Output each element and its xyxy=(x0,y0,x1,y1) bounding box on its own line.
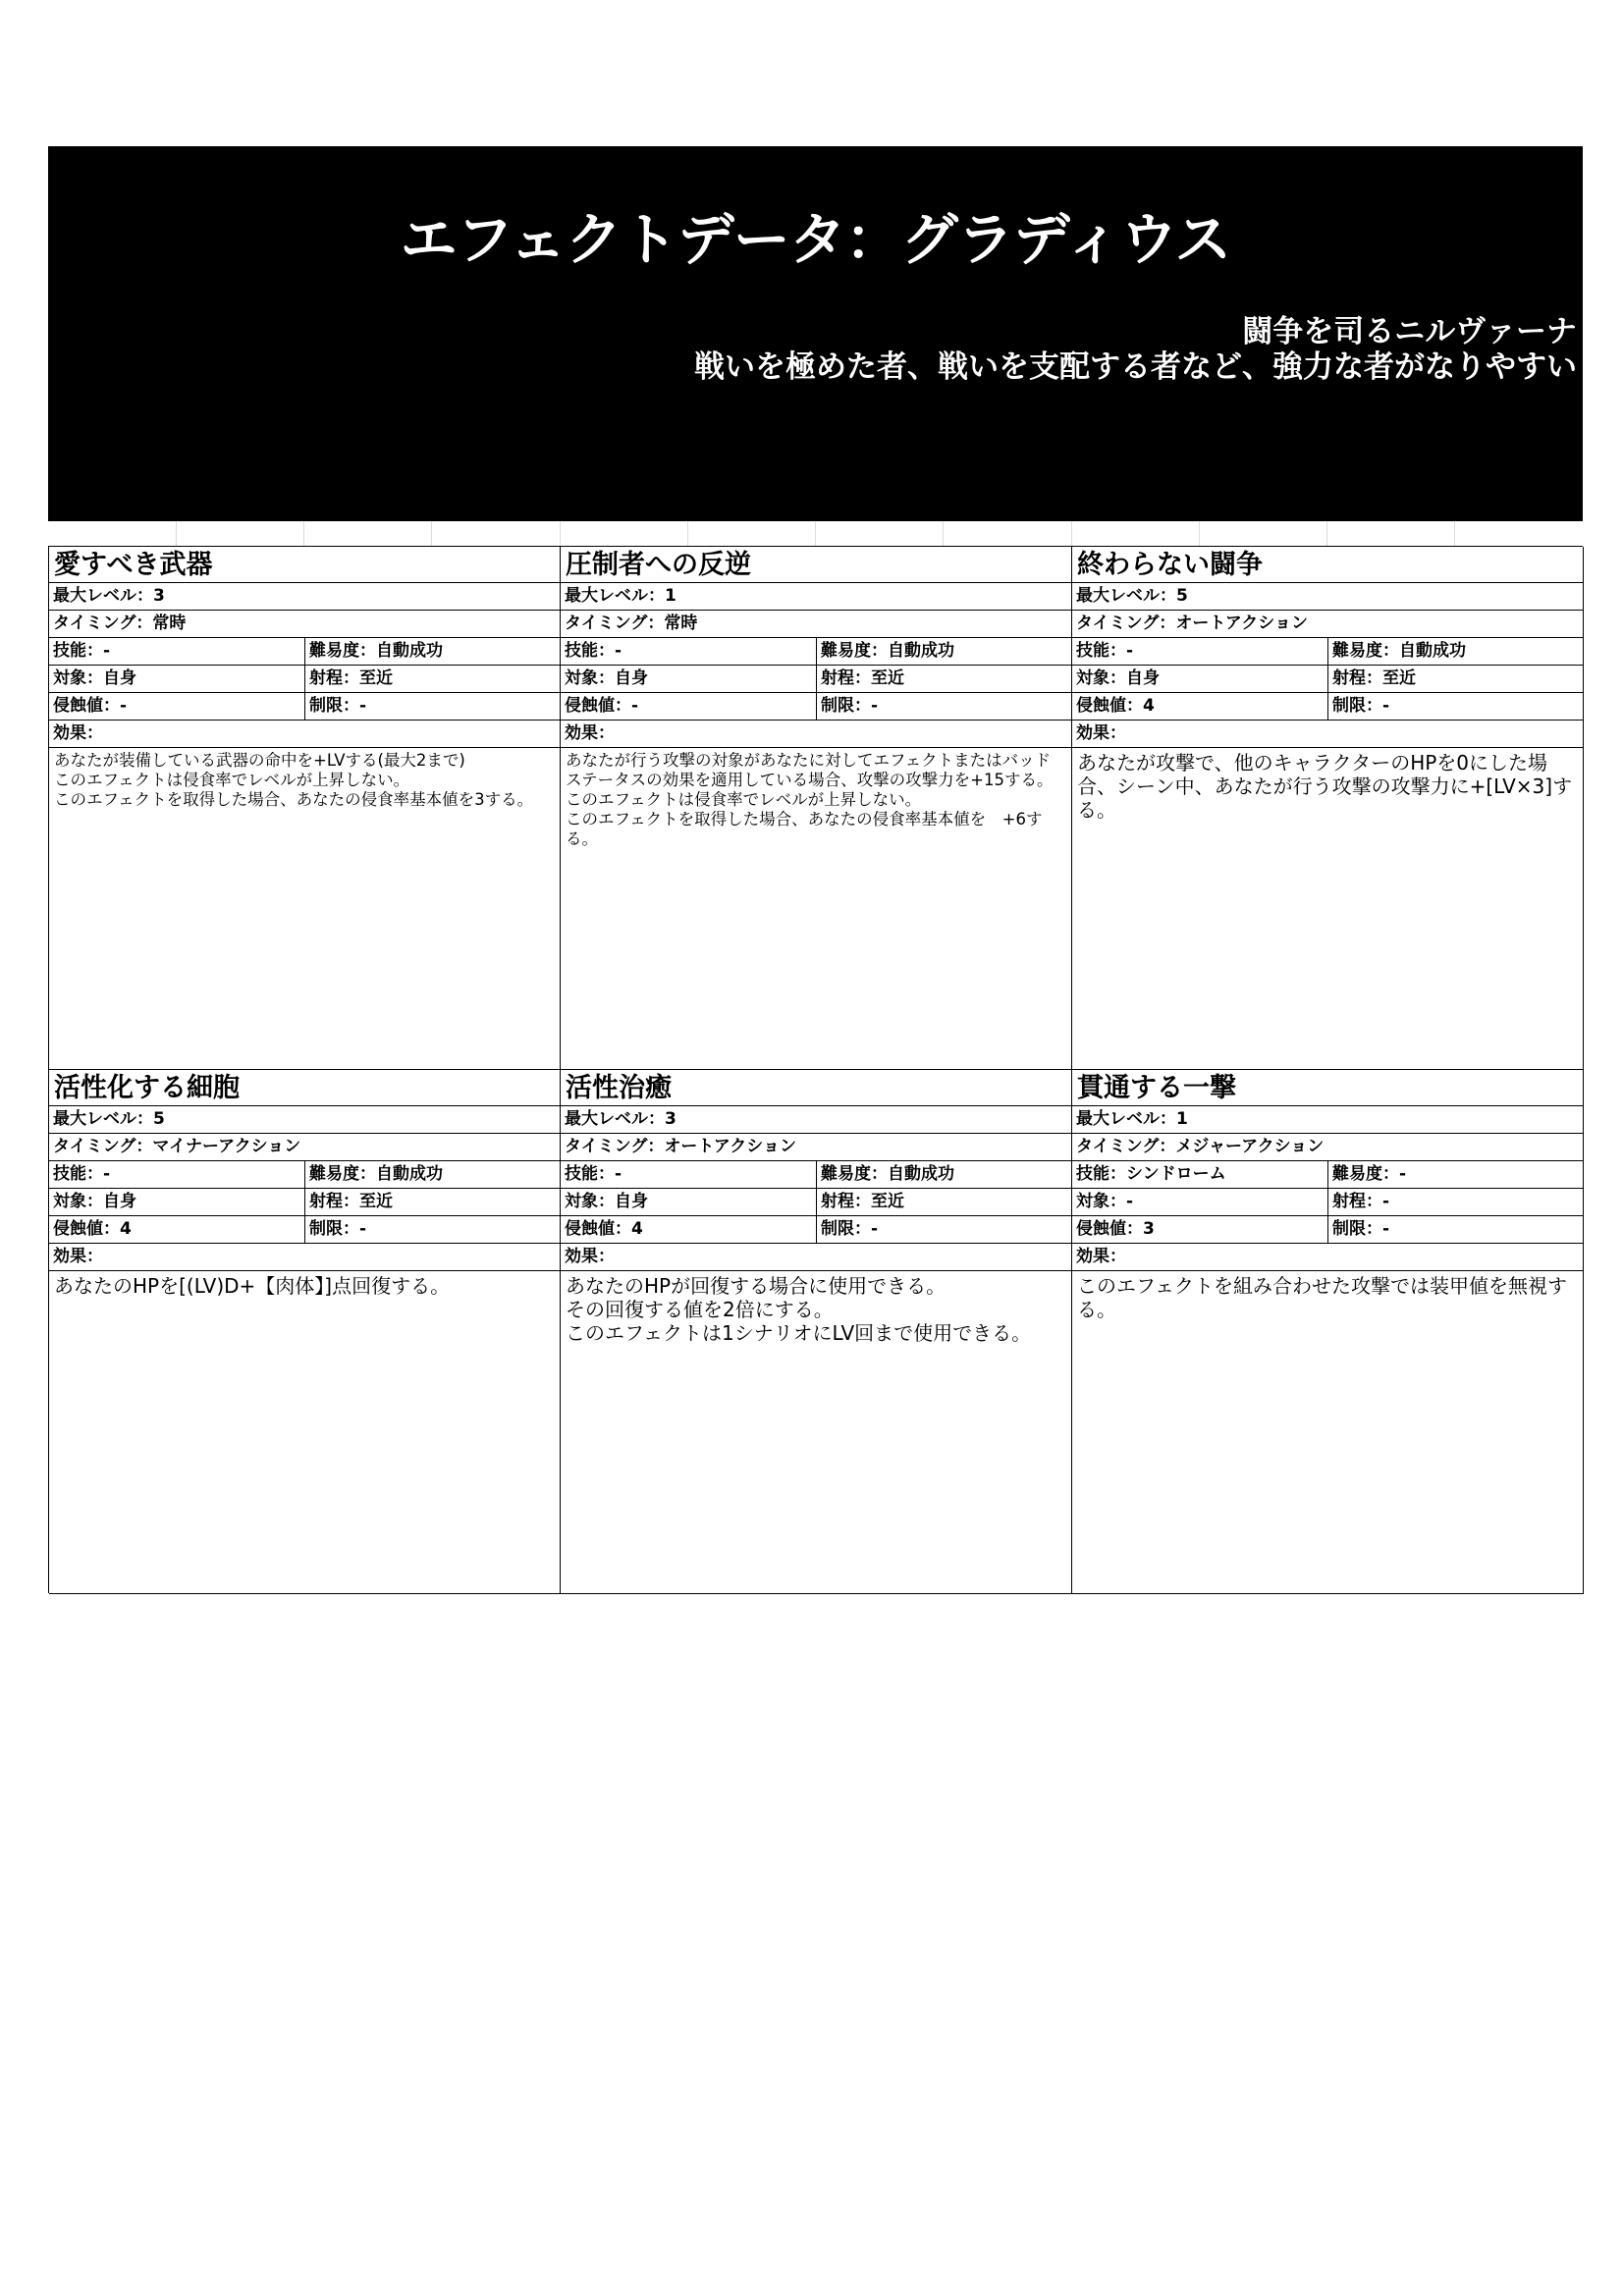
erosion: 侵蝕値：4 xyxy=(565,1219,643,1239)
effect-card xyxy=(49,547,561,1070)
row-effect-label xyxy=(561,1244,1071,1271)
range: 射程：至近 xyxy=(816,666,1071,692)
target: 対象：- xyxy=(1076,1192,1134,1211)
effect-label: 効果： xyxy=(565,1247,615,1266)
effect-name: 貫通する一撃 xyxy=(1072,1070,1583,1106)
skill: 技能：- xyxy=(1076,641,1134,661)
timing: タイミング：常時 xyxy=(53,614,187,633)
max-level: 最大レベル：5 xyxy=(1076,586,1188,606)
row-erosion xyxy=(1072,1216,1583,1244)
row-max-level xyxy=(1072,583,1583,611)
gridline xyxy=(815,521,816,547)
range: 射程：至近 xyxy=(304,1189,560,1215)
effect-text: あなたのHPが回復する場合に使用できる。 その回復する値を2倍にする。 このエフェクトは1シナリオにLV回まで使用できる。 xyxy=(566,1274,1032,1345)
limit: 制限：- xyxy=(816,693,1071,720)
row-skill xyxy=(561,638,1071,666)
effect-text: このエフェクトを組み合わせた攻撃では装甲値を無視する。 xyxy=(1077,1274,1567,1321)
row-erosion xyxy=(561,1216,1071,1244)
timing: タイミング：マイナーアクション xyxy=(53,1137,301,1156)
page-title: エフェクトデータ：グラディウス xyxy=(400,206,1231,273)
row-erosion xyxy=(1072,693,1583,721)
gridline xyxy=(1454,521,1455,547)
row-skill xyxy=(1072,638,1583,666)
difficulty: 難易度：自動成功 xyxy=(1327,638,1583,665)
skill: 技能：- xyxy=(53,641,111,661)
effect-card xyxy=(561,1070,1072,1594)
timing: タイミング：メジャーアクション xyxy=(1076,1137,1325,1156)
target: 対象：自身 xyxy=(53,668,136,688)
page-subtitle xyxy=(694,314,1577,385)
erosion: 侵蝕値：3 xyxy=(1076,1219,1155,1239)
target: 対象：自身 xyxy=(53,1192,136,1211)
timing: タイミング：オートアクション xyxy=(1076,614,1308,633)
skill: 技能：シンドローム xyxy=(1076,1164,1226,1184)
effect-cards-grid xyxy=(48,546,1583,1593)
effect-label: 効果： xyxy=(1076,1247,1126,1266)
range: 射程：至近 xyxy=(1327,666,1583,692)
skill: 技能：- xyxy=(53,1164,111,1184)
row-target xyxy=(49,1189,560,1216)
gridline xyxy=(943,521,944,547)
effect-name: 活性治癒 xyxy=(561,1070,1071,1106)
target: 対象：自身 xyxy=(565,668,648,688)
row-max-level xyxy=(49,1106,560,1134)
max-level: 最大レベル：1 xyxy=(1076,1109,1188,1129)
row-skill xyxy=(49,1161,560,1189)
erosion: 侵蝕値：- xyxy=(53,696,128,716)
spreadsheet-gridlines xyxy=(48,521,1583,547)
max-level: 最大レベル：1 xyxy=(565,586,676,606)
row-target xyxy=(1072,666,1583,693)
row-effect-label xyxy=(1072,721,1583,748)
difficulty: 難易度：自動成功 xyxy=(304,638,560,665)
range: 射程：- xyxy=(1327,1189,1583,1215)
skill: 技能：- xyxy=(565,1164,622,1184)
row-timing xyxy=(49,611,560,638)
effect-text: あなたのHPを[(LV)D+【肉体】]点回復する。 xyxy=(54,1274,451,1298)
row-target xyxy=(561,1189,1071,1216)
row-effect-label xyxy=(49,721,560,748)
target: 対象：自身 xyxy=(565,1192,648,1211)
row-effect-label xyxy=(49,1244,560,1271)
gridline xyxy=(1199,521,1200,547)
row-max-level xyxy=(49,583,560,611)
effect-label: 効果： xyxy=(53,1247,103,1266)
gridline xyxy=(560,521,561,547)
row-timing xyxy=(1072,1134,1583,1161)
effect-name: 終わらない闘争 xyxy=(1072,547,1583,583)
gridline xyxy=(1326,521,1327,547)
effect-text: あなたが行う攻撃の対象があなたに対してエフェクトまたはバッドステータスの効果を適用している場合、攻撃の攻撃力を+15する。 このエフェクトは侵食率でレベルが上昇しない。 このエフェクトを取得した場合、あなたの侵食率基本値を +6する。 xyxy=(566,751,1054,848)
target: 対象：自身 xyxy=(1076,668,1160,688)
limit: 制限：- xyxy=(304,693,560,720)
timing: タイミング：常時 xyxy=(565,614,698,633)
subtitle-line-1: 闘争を司るニルヴァーナ xyxy=(1242,314,1577,349)
gridline xyxy=(687,521,688,547)
header-banner xyxy=(48,146,1583,521)
row-erosion xyxy=(49,693,560,721)
row-effect-label xyxy=(1072,1244,1583,1271)
subtitle-line-2: 戦いを極めた者、戦いを支配する者など、強力な者がなりやすい xyxy=(694,349,1577,385)
gridline xyxy=(431,521,432,547)
row-timing xyxy=(1072,611,1583,638)
limit: 制限：- xyxy=(1327,1216,1583,1243)
row-timing xyxy=(49,1134,560,1161)
row-timing xyxy=(561,611,1071,638)
row-timing xyxy=(561,1134,1071,1161)
limit: 制限：- xyxy=(816,1216,1071,1243)
timing: タイミング：オートアクション xyxy=(565,1137,796,1156)
effect-label: 効果： xyxy=(1076,723,1126,743)
effect-name: 愛すべき武器 xyxy=(49,547,560,583)
range: 射程：至近 xyxy=(304,666,560,692)
effect-text: あなたが装備している武器の命中を+LVする(最大2まで) このエフェクトは侵食率でレベルが上昇しない。 このエフェクトを取得した場合、あなたの侵食率基本値を3する。 xyxy=(54,751,534,809)
effect-name: 圧制者への反逆 xyxy=(561,547,1071,583)
row-skill xyxy=(1072,1161,1583,1189)
effect-card xyxy=(561,547,1072,1070)
row-skill xyxy=(561,1161,1071,1189)
row-max-level xyxy=(1072,1106,1583,1134)
effect-card xyxy=(1072,1070,1584,1594)
erosion: 侵蝕値：4 xyxy=(53,1219,132,1239)
row-erosion xyxy=(561,693,1071,721)
gridline xyxy=(1071,521,1072,547)
row-erosion xyxy=(49,1216,560,1244)
row-target xyxy=(561,666,1071,693)
max-level: 最大レベル：3 xyxy=(565,1109,676,1129)
difficulty: 難易度：自動成功 xyxy=(816,638,1071,665)
skill: 技能：- xyxy=(565,641,622,661)
row-skill xyxy=(49,638,560,666)
row-target xyxy=(49,666,560,693)
row-max-level xyxy=(561,1106,1071,1134)
difficulty: 難易度：自動成功 xyxy=(816,1161,1071,1188)
gridline xyxy=(176,521,177,547)
effect-label: 効果： xyxy=(53,723,103,743)
erosion: 侵蝕値：4 xyxy=(1076,696,1155,716)
row-max-level xyxy=(561,583,1071,611)
effect-card xyxy=(49,1070,561,1594)
difficulty: 難易度：自動成功 xyxy=(304,1161,560,1188)
limit: 制限：- xyxy=(304,1216,560,1243)
difficulty: 難易度：- xyxy=(1327,1161,1583,1188)
effect-label: 効果： xyxy=(565,723,615,743)
row-target xyxy=(1072,1189,1583,1216)
effect-card xyxy=(1072,547,1584,1070)
limit: 制限：- xyxy=(1327,693,1583,720)
max-level: 最大レベル：5 xyxy=(53,1109,165,1129)
range: 射程：至近 xyxy=(816,1189,1071,1215)
row-effect-label xyxy=(561,721,1071,748)
effect-text: あなたが攻撃で、他のキャラクターのHPを0にした場合、シーン中、あなたが行う攻撃の攻撃力に+[LV×3]する。 xyxy=(1077,751,1573,822)
max-level: 最大レベル：3 xyxy=(53,586,165,606)
erosion: 侵蝕値：- xyxy=(565,696,639,716)
effect-name: 活性化する細胞 xyxy=(49,1070,560,1106)
gridline xyxy=(303,521,304,547)
